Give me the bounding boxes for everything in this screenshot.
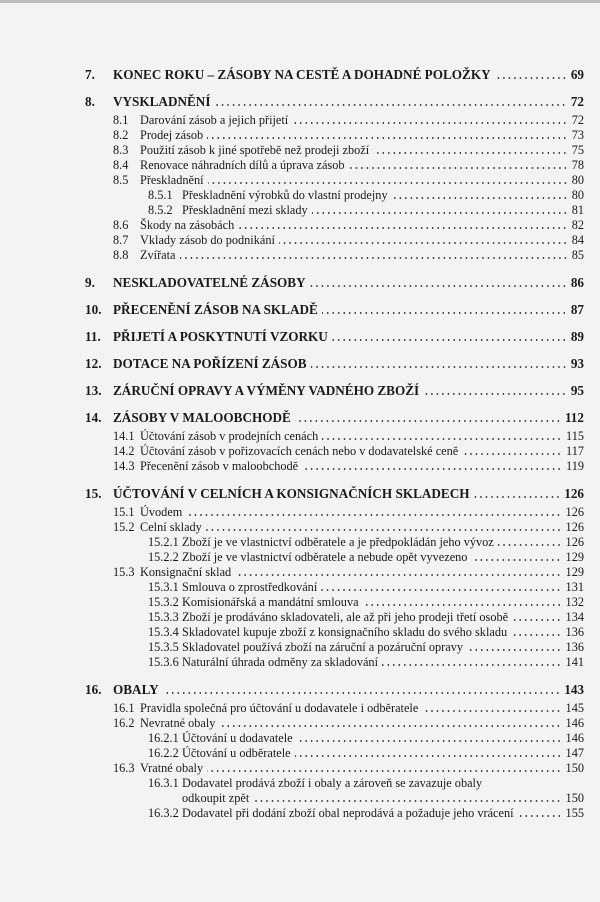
- entry-number: 8.2: [113, 128, 129, 142]
- dot-leader: [512, 619, 561, 621]
- dot-leader: [474, 496, 561, 498]
- dot-leader: [295, 755, 562, 757]
- dot-leader: [214, 104, 566, 106]
- page-number: 132: [565, 595, 584, 609]
- toc-section-entry[interactable]: [85, 248, 584, 263]
- entry-number: 16.3.1: [148, 776, 179, 790]
- dot-leader: [332, 339, 567, 341]
- toc-section-entry[interactable]: [85, 158, 584, 173]
- entry-number: 15.: [85, 486, 102, 501]
- entry-title: Vratné obaly: [140, 761, 204, 775]
- dot-leader: [422, 710, 561, 712]
- page-number: 141: [565, 655, 584, 669]
- toc-chapter-entry[interactable]: [85, 356, 584, 371]
- toc-section-entry[interactable]: [85, 444, 584, 459]
- toc-chapter-entry[interactable]: [85, 486, 584, 501]
- page-number: 82: [571, 218, 584, 232]
- dot-leader: [219, 725, 561, 727]
- entry-number: 15.2.2: [148, 550, 179, 564]
- entry-number: 8.5: [113, 173, 129, 187]
- toc-section-entry[interactable]: [85, 173, 584, 188]
- dot-leader: [208, 182, 568, 184]
- entry-title: Pravidla společná pro účtování u dodavatele i odběratele: [140, 701, 419, 715]
- entry-number: 15.3.6: [148, 655, 179, 669]
- toc-chapter-entry[interactable]: [85, 275, 584, 290]
- entry-title: DOTACE NA POŘÍZENÍ ZÁSOB: [113, 356, 307, 371]
- toc-section-entry[interactable]: [85, 233, 584, 248]
- page-number: 155: [565, 806, 584, 820]
- entry-title: Naturální úhrada odměny za skladování: [182, 655, 378, 669]
- entry-title: Použití zásob k jiné spotřebě než prodeji zboží: [140, 143, 370, 157]
- entry-number: 8.5.2: [148, 203, 173, 217]
- entry-number: 16.2.1: [148, 731, 179, 745]
- entry-title: Účtování u dodavatele: [182, 731, 293, 745]
- entry-title: Zboží je ve vlastnictví odběratele a nebude opět vyvezeno: [182, 550, 468, 564]
- toc-section-entry[interactable]: [85, 716, 584, 731]
- page-number: 147: [565, 746, 584, 760]
- entry-title: PŘECENĚNÍ ZÁSOB NA SKLADĚ: [113, 302, 318, 317]
- entry-number: 15.3.1: [148, 580, 179, 594]
- entry-number: 9.: [85, 275, 95, 290]
- entry-title: ZÁSOBY V MALOOBCHODĚ: [113, 410, 291, 425]
- toc-chapter-entry[interactable]: [85, 682, 584, 697]
- dot-leader: [495, 77, 567, 79]
- toc-section-entry[interactable]: [85, 143, 584, 158]
- entry-number: 8.4: [113, 158, 129, 172]
- entry-number: 13.: [85, 383, 102, 398]
- dot-leader: [279, 242, 568, 244]
- toc-section-entry[interactable]: [85, 550, 584, 565]
- dot-leader: [382, 664, 562, 666]
- toc-section-entry[interactable]: [85, 701, 584, 716]
- page-number: 117: [566, 444, 584, 458]
- toc-section-entry[interactable]: [85, 429, 584, 444]
- dot-leader: [302, 468, 562, 470]
- page-number: 146: [565, 716, 584, 730]
- page-number: 129: [565, 565, 584, 579]
- dot-leader: [238, 227, 567, 229]
- entry-title: Přeskladnění výrobků do vlastní prodejny: [182, 188, 388, 202]
- page-number: 115: [566, 429, 584, 443]
- entry-number: 16.2.2: [148, 746, 179, 760]
- entry-number: 7.: [85, 67, 95, 82]
- page-number: 129: [565, 550, 584, 564]
- entry-title: Skladovatel používá zboží na záruční a pozáruční opravy: [182, 640, 464, 654]
- dot-leader: [180, 257, 568, 259]
- entry-title: KONEC ROKU – ZÁSOBY NA CESTĚ A DOHADNÉ POLOŽKY: [113, 67, 491, 82]
- entry-title: Dodavatel při dodání zboží obal neprodává a požaduje jeho vrácení: [182, 806, 514, 820]
- scan-edge: [0, 0, 600, 3]
- page-number: 126: [565, 535, 584, 549]
- page-number: 126: [565, 520, 584, 534]
- entry-title: ÚČTOVÁNÍ V CELNÍCH A KONSIGNAČNÍCH SKLADECH: [113, 486, 470, 501]
- page-number: 131: [565, 580, 584, 594]
- entry-number: 15.1: [113, 505, 135, 519]
- toc-section-entry[interactable]: [85, 776, 584, 791]
- entry-title: Účtování zásob v pořizovacích cenách nebo v dodavatelské ceně: [140, 444, 459, 458]
- toc-section-entry[interactable]: [85, 188, 584, 203]
- toc-section-entry[interactable]: [85, 203, 584, 218]
- entry-title: Škody na zásobách: [140, 218, 235, 232]
- toc-section-entry[interactable]: [85, 731, 584, 746]
- toc-section-entry[interactable]: [85, 535, 584, 550]
- entry-title: Přecenění zásob v maloobchodě: [140, 459, 299, 473]
- dot-leader: [518, 815, 562, 817]
- dot-leader: [310, 285, 567, 287]
- entry-title: Komisionářská a mandátní smlouva: [182, 595, 359, 609]
- toc-chapter-entry[interactable]: [85, 383, 584, 398]
- page-number: 86: [570, 275, 584, 290]
- page-number: 80: [571, 188, 584, 202]
- entry-title: Dodavatel prodává zboží i obaly a zároveň se zavazuje obaly: [182, 776, 483, 790]
- page-number: 136: [565, 625, 584, 639]
- dot-leader: [471, 559, 561, 561]
- entry-number: 15.3: [113, 565, 135, 579]
- dot-leader: [206, 529, 562, 531]
- entry-title: Úvodem: [140, 505, 183, 519]
- entry-number: 10.: [85, 302, 102, 317]
- entry-number: 12.: [85, 356, 102, 371]
- entry-number: 16.: [85, 682, 102, 697]
- page-number: 134: [565, 610, 584, 624]
- entry-number: 15.3.5: [148, 640, 179, 654]
- dot-leader: [392, 197, 568, 199]
- page-number: 95: [570, 383, 584, 398]
- entry-title: Smlouva o zprostředkování: [182, 580, 318, 594]
- toc-chapter-entry[interactable]: [85, 94, 584, 109]
- toc-section-entry[interactable]: [85, 655, 584, 670]
- page-number: 85: [571, 248, 584, 262]
- toc-chapter-entry[interactable]: [85, 302, 584, 317]
- dot-leader: [363, 604, 562, 606]
- entry-title: Zboží je ve vlastnictví odběratele a je předpokládán jeho vývoz: [182, 535, 494, 549]
- dot-leader: [322, 312, 567, 314]
- dot-leader: [322, 438, 562, 440]
- entry-title: OBALY: [113, 682, 159, 697]
- entry-title: Darování zásob a jejich přijetí: [140, 113, 289, 127]
- toc-section-entry[interactable]: [85, 610, 584, 625]
- toc-section-entry[interactable]: [85, 459, 584, 474]
- entry-title-continued: odkoupit zpět: [182, 791, 250, 805]
- entry-title: ZÁRUČNÍ OPRAVY A VÝMĚNY VADNÉHO ZBOŽÍ: [113, 383, 420, 398]
- entry-title: Přeskladnění mezi sklady: [182, 203, 308, 217]
- page-number: 136: [565, 640, 584, 654]
- toc-chapter-entry[interactable]: [85, 410, 584, 425]
- toc-chapter-entry[interactable]: [85, 329, 584, 344]
- page-number: 89: [570, 329, 584, 344]
- entry-number: 15.2.1: [148, 535, 179, 549]
- toc-section-entry[interactable]: [85, 580, 584, 595]
- entry-number: 8.1: [113, 113, 129, 127]
- table-of-contents: [85, 55, 584, 821]
- toc-section-entry[interactable]: [85, 806, 584, 821]
- dot-leader: [163, 692, 561, 694]
- toc-section-entry[interactable]: [85, 761, 584, 776]
- dot-leader: [321, 589, 561, 591]
- page-number: 72: [571, 113, 584, 127]
- dot-leader: [462, 453, 562, 455]
- toc-section-entry[interactable]: [85, 565, 584, 580]
- entry-title: Zvířata: [140, 248, 176, 262]
- dot-leader: [186, 514, 561, 516]
- toc-section-entry[interactable]: [85, 520, 584, 535]
- dot-leader: [498, 544, 562, 546]
- page-number: 78: [571, 158, 584, 172]
- dot-leader: [467, 649, 562, 651]
- entry-title: VYSKLADNĚNÍ: [113, 94, 211, 109]
- dot-leader: [207, 137, 568, 139]
- entry-number: 8.: [85, 94, 95, 109]
- entry-title: Nevratné obaly: [140, 716, 216, 730]
- toc-chapter-entry[interactable]: [85, 67, 584, 82]
- entry-title: Vklady zásob do podnikání: [140, 233, 275, 247]
- entry-number: 14.1: [113, 429, 135, 443]
- entry-number: 15.3.4: [148, 625, 179, 639]
- entry-title: Celní sklady: [140, 520, 202, 534]
- page-number: 73: [571, 128, 584, 142]
- toc-section-entry[interactable]: [85, 128, 584, 143]
- page-number: 81: [571, 203, 584, 217]
- dot-leader: [292, 122, 568, 124]
- page-number: 126: [565, 505, 584, 519]
- toc-section-entry[interactable]: [85, 746, 584, 761]
- page-number: 72: [570, 94, 584, 109]
- entry-number: 15.3.2: [148, 595, 179, 609]
- dot-leader: [253, 800, 561, 802]
- dot-leader: [373, 152, 568, 154]
- entry-number: 16.3.2: [148, 806, 179, 820]
- dot-leader: [511, 634, 561, 636]
- entry-number: 8.5.1: [148, 188, 173, 202]
- dot-leader: [312, 212, 568, 214]
- dot-leader: [311, 366, 567, 368]
- page-number: 145: [565, 701, 584, 715]
- dot-leader: [349, 167, 568, 169]
- entry-title: Konsignační sklad: [140, 565, 232, 579]
- toc-section-entry[interactable]: [85, 505, 584, 520]
- page-number: 126: [564, 486, 584, 501]
- entry-number: 8.6: [113, 218, 129, 232]
- page-number: 69: [570, 67, 584, 82]
- entry-title: Účtování zásob v prodejních cenách: [140, 429, 319, 443]
- entry-number: 16.1: [113, 701, 135, 715]
- entry-number: 8.7: [113, 233, 129, 247]
- entry-number: 16.2: [113, 716, 135, 730]
- dot-leader: [423, 393, 567, 395]
- toc-section-entry[interactable]: [85, 595, 584, 610]
- entry-title: Účtování u odběratele: [182, 746, 291, 760]
- entry-title: Prodej zásob: [140, 128, 204, 142]
- page-number: 146: [565, 731, 584, 745]
- entry-number: 15.2: [113, 520, 135, 534]
- dot-leader: [295, 420, 561, 422]
- entry-number: 8.3: [113, 143, 129, 157]
- dot-leader: [207, 770, 561, 772]
- page-number: 143: [564, 682, 584, 697]
- page-number: 84: [571, 233, 584, 247]
- entry-title: Přeskladnění: [140, 173, 204, 187]
- entry-number: 14.3: [113, 459, 135, 473]
- toc-section-entry[interactable]: [85, 625, 584, 640]
- toc-section-entry[interactable]: [85, 113, 584, 128]
- entry-title: PŘIJETÍ A POSKYTNUTÍ VZORKU: [113, 329, 328, 344]
- entry-number: 16.3: [113, 761, 135, 775]
- page-number: 75: [571, 143, 584, 157]
- page-number: 112: [564, 410, 584, 425]
- page-number: 93: [570, 356, 584, 371]
- toc-section-entry[interactable]: [85, 218, 584, 233]
- page-number: 87: [570, 302, 584, 317]
- page-number: 80: [571, 173, 584, 187]
- dot-leader: [235, 574, 561, 576]
- page-number: 119: [566, 459, 584, 473]
- entry-number: 14.2: [113, 444, 135, 458]
- entry-title: NESKLADOVATELNÉ ZÁSOBY: [113, 275, 306, 290]
- entry-number: 15.3.3: [148, 610, 179, 624]
- entry-number: 8.8: [113, 248, 129, 262]
- entry-number: 11.: [85, 329, 101, 344]
- dot-leader: [297, 740, 562, 742]
- entry-title: Renovace náhradních dílů a úprava zásob: [140, 158, 345, 172]
- entry-number: 14.: [85, 410, 102, 425]
- page-number: 150: [565, 791, 584, 805]
- page-number: 150: [565, 761, 584, 775]
- entry-title: Skladovatel kupuje zboží z konsignačního skladu do svého skladu: [182, 625, 508, 639]
- toc-section-entry-continued[interactable]: [85, 791, 584, 806]
- toc-section-entry[interactable]: [85, 640, 584, 655]
- entry-title: Zboží je prodáváno skladovateli, ale až při jeho prodeji třetí osobě: [182, 610, 509, 624]
